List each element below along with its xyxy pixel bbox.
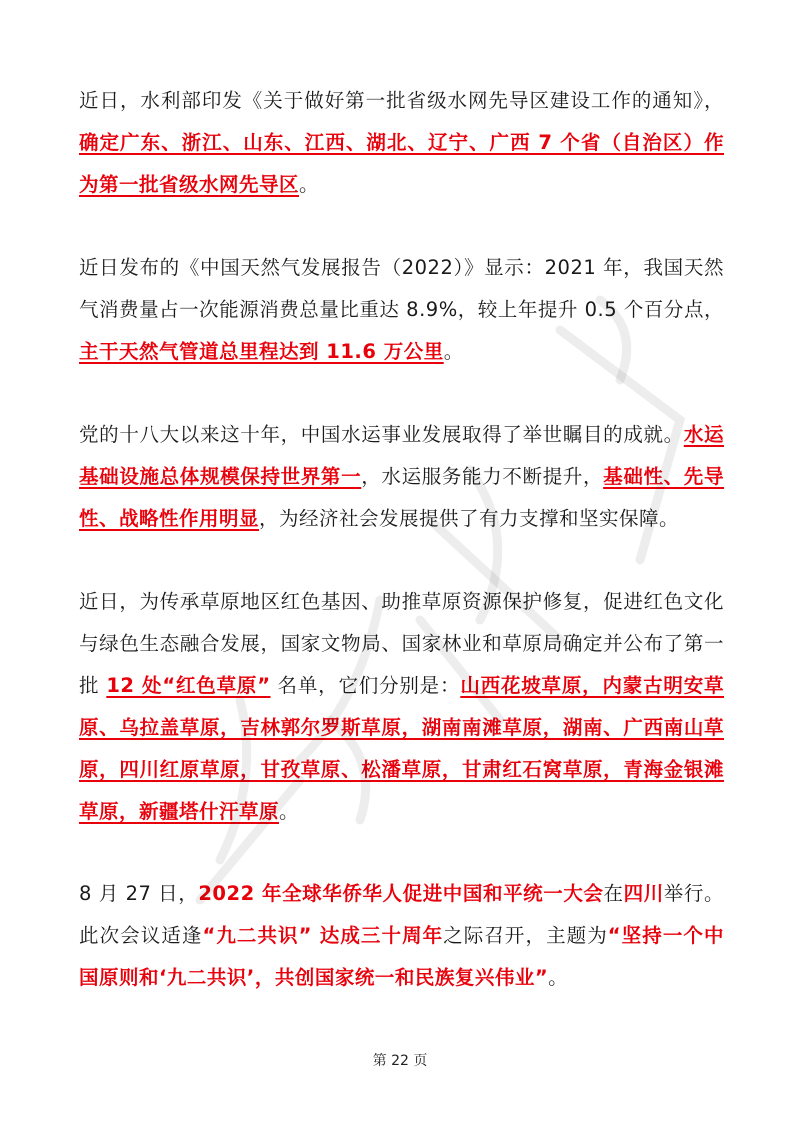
text: 举行。此次会议适逢: [79, 882, 724, 947]
text: 党的十八大以来这十年，中国水运事业发展取得了举世瞩目的成就。: [79, 423, 684, 446]
highlight-text: 主干天然气管道总里程达到 11.6 万公里: [79, 340, 444, 363]
paragraph-water-network: [79, 80, 724, 206]
text: ，为经济社会发展提供了有力支撑和坚实保障。: [259, 507, 680, 530]
paragraph-red-grassland: [79, 581, 724, 833]
text: 近日发布的《中国天然气发展报告（2022）》显示：2021 年，我国天然气消费量占一次能源消费总量比重达 8.9%，较上年提升 0.5 个百分点，: [79, 256, 724, 321]
paragraph-natural-gas: [79, 247, 724, 373]
highlight-text: 基础性、先导性、战略性作用明显: [79, 465, 724, 530]
text: 。: [548, 966, 569, 989]
paragraph-reunification-conference: [79, 873, 724, 999]
red-text: 四川: [623, 882, 664, 905]
red-text: “九二共识” 达成三十周年: [202, 924, 444, 947]
text: 之际召开，主题为: [443, 924, 608, 947]
red-text: “坚持一个中国原则和‘九二共识’，共创国家统一和民族复兴伟业”: [79, 924, 724, 989]
text: 8 月 27 日，: [79, 882, 199, 905]
highlight-text: 确定广东、浙江、山东、江西、湖北、辽宁、广西 7 个省（自治区）作为第一批省级水网先导区: [79, 131, 724, 196]
text: ，水运服务能力不断提升，: [361, 465, 604, 488]
text: 。: [443, 340, 464, 363]
red-text: 2022 年全球华侨华人促进中国和平统一大会: [198, 882, 604, 905]
paragraph-water-transport: [79, 414, 724, 540]
text: 。: [279, 800, 300, 823]
highlight-text: 水运基础设施总体规模保持世界第一: [79, 423, 724, 488]
text: 名单，它们分别是：: [270, 674, 461, 697]
page-number: 第 22 页: [372, 1053, 428, 1069]
highlight-text: 12 处“红色草原”: [106, 674, 271, 697]
highlight-text: 山西花坡草原，内蒙古明安草原、乌拉盖草原，吉林郭尔罗斯草原，湖南南滩草原，湖南、广西南山草原，四川红原草原，甘孜草原、松潘草原，甘肃红石窝草原，青海金银滩草原，新疆塔什汗草原: [79, 674, 724, 823]
text: 近日，水利部印发《关于做好第一批省级水网先导区建设工作的通知》，: [79, 89, 724, 112]
text: 。: [299, 173, 320, 196]
text: 近日，为传承草原地区红色基因、助推草原资源保护修复，促进红色文化与绿色生态融合发展，国家文物局、国家林业和草原局确定并公布了第一批: [79, 590, 724, 697]
text: 在: [603, 882, 624, 905]
